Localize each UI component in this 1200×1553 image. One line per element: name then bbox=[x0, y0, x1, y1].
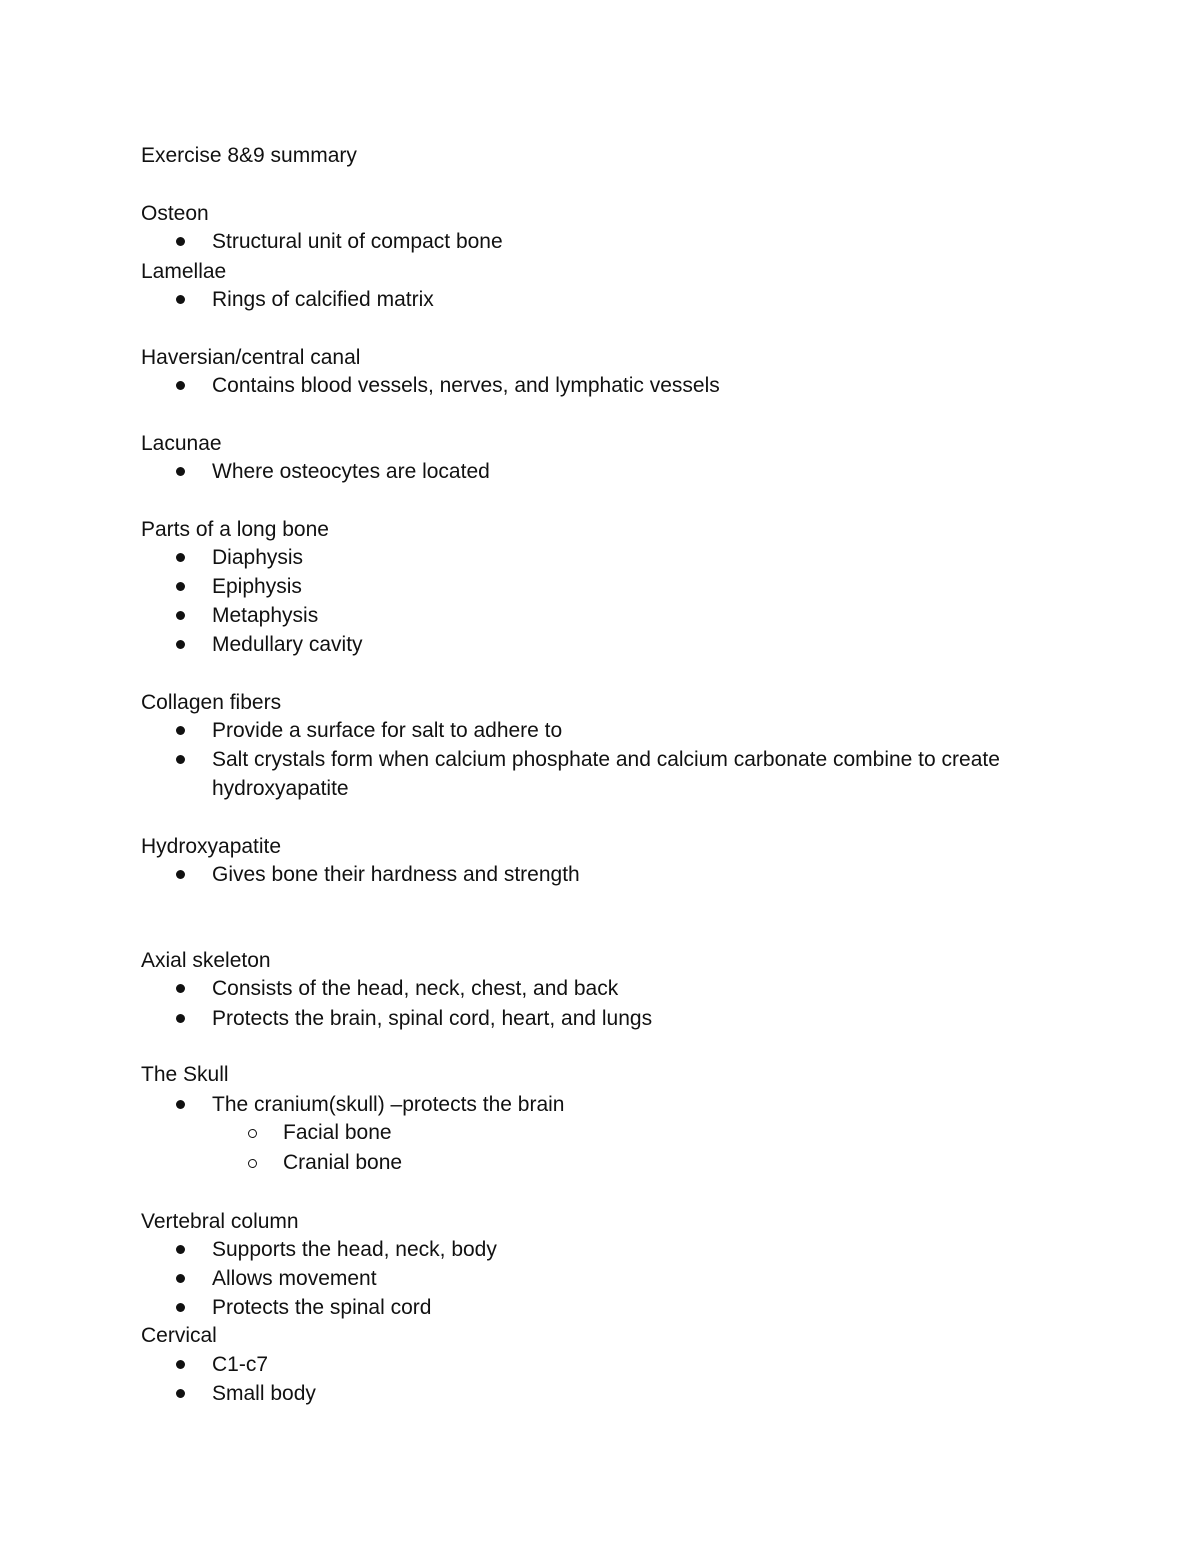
list-item: Provide a surface for salt to adhere to bbox=[212, 719, 563, 742]
bullet-icon bbox=[176, 467, 185, 476]
bullet-icon bbox=[176, 237, 185, 246]
bullet-icon bbox=[176, 1360, 185, 1369]
bullet-icon bbox=[176, 381, 185, 390]
section-heading-lamellae: Lamellae bbox=[141, 260, 227, 283]
list-item: Where osteocytes are located bbox=[212, 460, 490, 483]
bullet-icon bbox=[176, 295, 185, 304]
bullet-icon bbox=[176, 582, 185, 591]
list-item: Gives bone their hardness and strength bbox=[212, 863, 580, 886]
list-item: Protects the brain, spinal cord, heart, and lungs bbox=[212, 1007, 653, 1030]
list-item: Protects the spinal cord bbox=[212, 1296, 432, 1319]
section-heading-hydroxyapatite: Hydroxyapatite bbox=[141, 835, 282, 858]
list-item: Diaphysis bbox=[212, 546, 304, 569]
bullet-icon bbox=[176, 870, 185, 879]
bullet-icon bbox=[176, 611, 185, 620]
list-item: C1-c7 bbox=[212, 1353, 269, 1376]
section-heading-vertebral: Vertebral column bbox=[141, 1210, 299, 1233]
list-item: Small body bbox=[212, 1382, 316, 1405]
list-item-continuation: hydroxyapatite bbox=[212, 777, 349, 800]
section-heading-skull: The Skull bbox=[141, 1063, 229, 1086]
sub-list-item: Cranial bone bbox=[283, 1151, 403, 1174]
section-heading-axial: Axial skeleton bbox=[141, 949, 271, 972]
list-item: Structural unit of compact bone bbox=[212, 230, 503, 253]
sub-list-item: Facial bone bbox=[283, 1121, 392, 1144]
list-item: Consists of the head, neck, chest, and back bbox=[212, 977, 619, 1000]
list-item: Metaphysis bbox=[212, 604, 319, 627]
section-heading-collagen: Collagen fibers bbox=[141, 691, 282, 714]
bullet-icon bbox=[176, 1245, 185, 1254]
list-item: Medullary cavity bbox=[212, 633, 363, 656]
section-heading-cervical: Cervical bbox=[141, 1324, 217, 1347]
list-item: Allows movement bbox=[212, 1267, 377, 1290]
list-item: Contains blood vessels, nerves, and lymphatic vessels bbox=[212, 374, 720, 397]
bullet-icon bbox=[176, 984, 185, 993]
bullet-icon bbox=[176, 1014, 185, 1023]
section-heading-osteon: Osteon bbox=[141, 202, 209, 225]
sub-bullet-icon bbox=[248, 1159, 257, 1168]
bullet-icon bbox=[176, 640, 185, 649]
section-heading-haversian: Haversian/central canal bbox=[141, 346, 361, 369]
list-item: The cranium(skull) –protects the brain bbox=[212, 1093, 565, 1116]
bullet-icon bbox=[176, 553, 185, 562]
section-heading-long-bone: Parts of a long bone bbox=[141, 518, 329, 541]
bullet-icon bbox=[176, 726, 185, 735]
document-title: Exercise 8&9 summary bbox=[141, 144, 357, 167]
bullet-icon bbox=[176, 755, 185, 764]
bullet-icon bbox=[176, 1389, 185, 1398]
list-item: Salt crystals form when calcium phosphate and calcium carbonate combine to create bbox=[212, 748, 1000, 771]
list-item: Epiphysis bbox=[212, 575, 302, 598]
list-item: Supports the head, neck, body bbox=[212, 1238, 497, 1261]
bullet-icon bbox=[176, 1303, 185, 1312]
list-item: Rings of calcified matrix bbox=[212, 288, 434, 311]
bullet-icon bbox=[176, 1274, 185, 1283]
bullet-icon bbox=[176, 1100, 185, 1109]
sub-bullet-icon bbox=[248, 1129, 257, 1138]
section-heading-lacunae: Lacunae bbox=[141, 432, 222, 455]
